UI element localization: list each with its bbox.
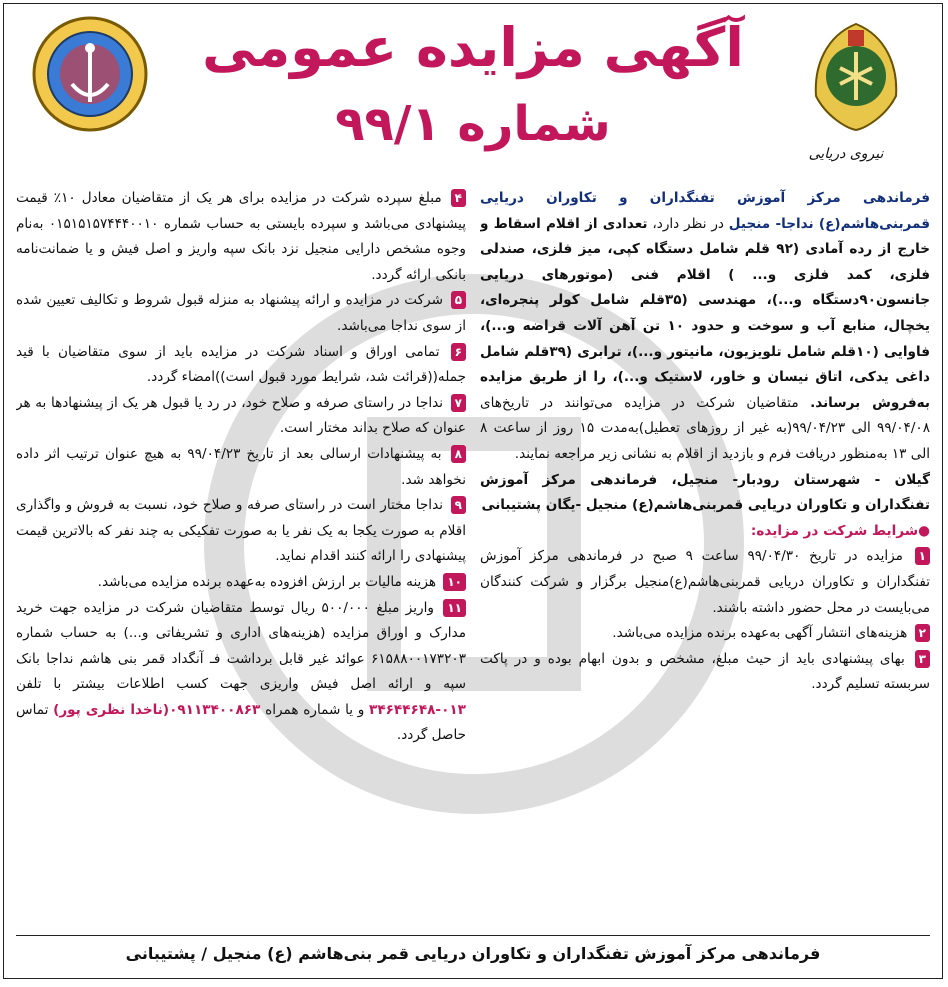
items-list: تعدادی از اقلام اسقاط و خارج از رده آمادی (۹۲ قلم شامل دستگاه کپی، میز فلزی، صندلی فلزی، کمد فلزی و... ) اقلام فنی (موتورهای دریایی جانسون۹۰دستگاه و...)، مهندسی (۳۵قلم شامل کولر پنجره‌ای، یخچال، منابع آب و سوخت و حدود ۱۰ تن آهن آلات قراضه و...)، فاوایی (۱۰قلم شامل تلویزیون، مانیتور و...)، ترابری (۳۹قلم شامل داغی یدکی، اتاق نیسان و خاور، لاستیک و...)، را از طریق مزایده به‌فروش برساند.	[480, 215, 930, 411]
condition-number: ۸	[451, 445, 466, 463]
condition-text: نداجا در راستای صرفه و صلاح خود، در رد یا قبول هر یک از پیشنهادها به هر عنوان که صلاح بداند مختار است.	[16, 394, 466, 437]
intro-paragraph	[480, 186, 930, 468]
right-column	[480, 186, 930, 932]
condition-item	[16, 442, 466, 493]
condition-number: ۱۱	[443, 599, 466, 617]
dates-text: متقاضیان شرکت در مزایده می‌توانند در تاریخ‌های ۹۹/۰۴/۰۸ الی ۹۹/۰۴/۲۳(به غیر از روزهای تعطیل)به‌مدت ۱۵ روز از ساعت ۸ الی ۱۳ به‌منظور دریافت فرم و بازدید از اقلام به نشانی زیر مراجعه نمایند.	[480, 394, 930, 462]
condition-item	[16, 391, 466, 442]
condition-item	[16, 570, 466, 596]
condition-item	[480, 647, 930, 698]
condition-item	[480, 544, 930, 621]
condition-number: ۶	[451, 343, 466, 361]
condition-number: ۵	[451, 291, 466, 309]
phone-number: ۰۱۳-۳۴۶۴۴۶۴۸	[369, 701, 466, 718]
address: گیلان - شهرستان رودبار- منجیل، فرماندهی مرکز آموزش تفنگداران و تکاوران دریایی قمربنی‌هاشم(ع) منجیل -یگان پشتیبانی	[480, 471, 930, 514]
condition-item	[16, 493, 466, 570]
condition-number: ۲	[915, 624, 930, 642]
condition-item	[16, 596, 466, 750]
header	[4, 4, 942, 182]
intro-text: در نظر دارد،	[652, 215, 724, 232]
footer-signature: فرماندهی مرکز آموزش تفنگداران و تکاوران دریایی قمر بنی‌هاشم (ع) منجیل / پشتیبانی	[16, 935, 930, 972]
contact-mid: و یا شماره همراه	[265, 701, 365, 718]
condition-item	[16, 186, 466, 288]
condition-text: تمامی اوراق و اسناد شرکت در مزایده باید از سوی متقاضیان با قید جمله((قرائت شد، شرایط مورد قبول است))امضاء گردد.	[16, 343, 466, 386]
condition-text: هزینه‌های انتشار آگهی به‌عهده برنده مزایده می‌باشد.	[612, 625, 908, 642]
condition-text: شرکت در مزایده و ارائه پیشنهاد به منزله قبول شروط و تکالیف تعیین شده از سوی نداجا می‌باشد.	[16, 292, 466, 334]
issuer-name: فرماندهی مرکز آموزش تفنگداران و تکاوران دریایی قمربنی‌هاشم(ع) نداجا- منجیل	[480, 190, 930, 232]
condition-text: بهای پیشنهادی باید از حیث مبلغ، مشخص و بدون ابهام بوده و در پاکت سربسته تسلیم گردد.	[480, 650, 930, 693]
condition-text: مبلغ سپرده شرکت در مزایده برای هر یک از متقاضیان معادل ۱۰٪ قیمت پیشنهادی می‌باشد و سپرده بایستی به حساب شماره ۰۱۵۱۵۱۵۷۴۴۴۰۰۱۰ به‌نام وجوه مشخص دارایی منجیل نزد بانک سپه واریز و اصل فیش و یا ضمانت‌نامه بانکی ارائه گردد.	[16, 190, 466, 283]
page-title: آگهی مزایده عمومی	[202, 16, 744, 79]
condition-text: مزایده در تاریخ ۹۹/۰۴/۳۰ ساعت ۹ صبح در فرماندهی مرکز آموزش تفنگداران و تکاوران دریایی قمربنی‌هاشم(ع)منجیل برگزار و شرکت کنندگان می‌بایست در محل حضور داشته باشند.	[480, 548, 930, 616]
condition-number: ۷	[451, 394, 466, 412]
conditions-heading: ●شرایط شرکت در مزایده:	[750, 522, 930, 539]
advertisement-page	[3, 3, 943, 979]
condition-number: ۱	[915, 547, 930, 565]
condition-item	[480, 621, 930, 647]
auction-number: شماره ۹۹/۱	[335, 96, 611, 152]
body-columns	[16, 186, 930, 932]
condition-item	[16, 288, 466, 339]
condition-text: به پیشنهادات ارسالی بعد از تاریخ ۹۹/۰۴/۲۳ به هیچ عنوان ترتیب اثر داده نخواهد شد.	[16, 445, 466, 488]
mobile-number: ۰۹۱۱۳۴۰۰۸۶۳(ناخدا نظری پور)	[53, 701, 261, 718]
condition-text: واریز مبلغ ۵۰۰/۰۰۰ ریال توسط متقاضیان شرکت در مزایده جهت خرید مدارک و اوراق مزایده (هزینه‌های اداری و تشریفاتی و...) به حساب شماره ۶۱۵۸۸۰۰۱۷۳۲۰۳ عوائد غیر قابل برداشت فـ آنگداد قمر بنی هاشم نداجا بانک سپه و ارائه اصل فیش واریزی	[16, 599, 466, 693]
condition-number: ۳	[915, 650, 930, 668]
navy-caption: نیروی دریایی	[808, 146, 884, 162]
contact-prefix: جهت کسب اطلاعات بیشتر با تلفن	[16, 676, 249, 693]
condition-text: نداجا مختار است در راستای صرفه و صلاح خود، نسبت به فروش و واگذاری اقلام به صورت یکجا به یک نفر یا به صورت تفکیکی به چند نفر که بالاترین قیمت پیشنهادی را ارائه کنند اقدام نماید.	[16, 497, 466, 565]
navy-emblem-icon	[796, 16, 916, 136]
contact-suffix: تماس حاصل گردد.	[16, 701, 466, 744]
condition-item	[16, 340, 466, 391]
condition-number: ۴	[451, 189, 466, 207]
condition-number: ۹	[451, 496, 466, 514]
left-column	[16, 186, 466, 932]
condition-number: ۱۰	[443, 573, 466, 591]
condition-text: هزینه مالیات بر ارزش افزوده به‌عهده برنده مزایده می‌باشد.	[97, 573, 437, 590]
